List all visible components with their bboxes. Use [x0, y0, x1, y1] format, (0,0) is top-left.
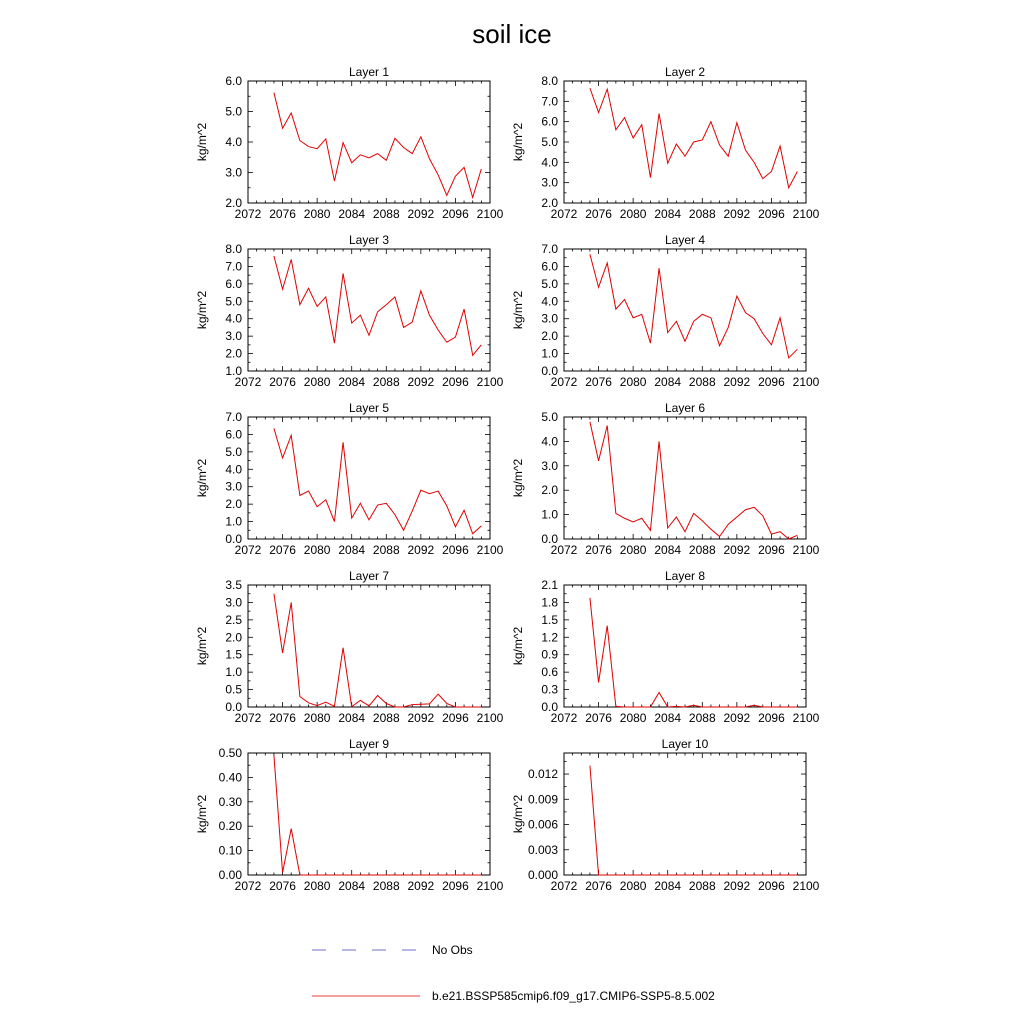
y-tick-label: 3.0	[541, 175, 558, 190]
x-tick-label: 2088	[688, 207, 716, 221]
panel-title: Layer 5	[348, 401, 390, 415]
y-tick-label: 0.003	[527, 842, 558, 857]
x-tick-label: 2080	[619, 375, 647, 389]
x-tick-label: 2076	[269, 711, 296, 725]
y-axis-label: kg/m^2	[195, 122, 209, 162]
y-tick-label: 7.0	[225, 259, 242, 274]
y-tick-label: 5.0	[541, 135, 558, 149]
y-tick-label: 4.0	[225, 311, 242, 326]
y-tick-label: 0.0	[541, 532, 558, 546]
y-tick-label: 4.0	[541, 294, 558, 309]
panel-title: Layer 3	[348, 233, 390, 247]
x-tick-label: 2100	[792, 543, 820, 557]
y-tick-label: 3.0	[225, 479, 242, 494]
y-tick-label: 2.5	[225, 612, 242, 627]
y-tick-label: 2.0	[541, 196, 558, 210]
panel-title: Layer 6	[664, 401, 706, 415]
x-tick-label: 2096	[442, 207, 469, 221]
series-line-1	[274, 594, 481, 707]
figure-title: soil ice	[472, 19, 552, 49]
y-tick-label: 2.0	[225, 630, 242, 645]
y-tick-label: 5.0	[225, 444, 242, 459]
series-line-1	[590, 422, 797, 539]
panel-layer-1	[195, 65, 504, 221]
y-tick-label: 7.0	[541, 242, 558, 256]
y-tick-label: 1.2	[541, 630, 558, 645]
series-line-1	[590, 766, 797, 875]
y-tick-label: 4.0	[225, 462, 242, 477]
x-tick-label: 2076	[585, 543, 612, 557]
plot-frame	[564, 417, 806, 539]
x-tick-label: 2084	[654, 375, 682, 389]
x-tick-label: 2092	[723, 207, 751, 221]
x-tick-label: 2072	[234, 879, 262, 893]
panel-title: Layer 9	[348, 737, 390, 751]
y-axis-label: kg/m^2	[195, 458, 209, 498]
panel-layer-3	[195, 233, 504, 389]
x-tick-label: 2084	[338, 543, 366, 557]
y-tick-label: 1.0	[225, 514, 242, 529]
x-tick-label: 2088	[372, 711, 400, 725]
x-tick-label: 2072	[550, 879, 578, 893]
y-tick-label: 4.0	[541, 155, 558, 170]
x-tick-label: 2100	[476, 207, 504, 221]
x-tick-label: 2100	[792, 711, 820, 725]
y-tick-label: 5.0	[225, 104, 242, 119]
y-axis-label: kg/m^2	[511, 626, 525, 666]
x-tick-label: 2096	[758, 375, 785, 389]
x-tick-label: 2088	[372, 375, 400, 389]
x-tick-label: 2100	[476, 711, 504, 725]
x-tick-label: 2100	[476, 375, 504, 389]
y-axis-label: kg/m^2	[511, 794, 525, 834]
plot-frame	[248, 585, 490, 707]
x-tick-label: 2096	[442, 711, 469, 725]
x-tick-label: 2080	[619, 543, 647, 557]
x-tick-label: 2096	[442, 543, 469, 557]
plot-frame	[564, 249, 806, 371]
y-tick-label: 0.5	[225, 682, 242, 697]
x-tick-label: 2088	[372, 207, 400, 221]
x-tick-label: 2092	[723, 543, 751, 557]
plot-frame	[248, 81, 490, 203]
y-tick-label: 0.009	[527, 792, 558, 807]
x-tick-label: 2096	[758, 543, 785, 557]
y-tick-label: 0.6	[541, 665, 558, 680]
y-tick-label: 3.5	[225, 578, 242, 592]
x-tick-label: 2092	[407, 711, 435, 725]
x-tick-label: 2100	[792, 879, 820, 893]
y-tick-label: 8.0	[225, 242, 242, 256]
y-axis-label: kg/m^2	[511, 122, 525, 162]
panel-title: Layer 4	[664, 233, 706, 247]
y-tick-label: 6.0	[225, 74, 242, 88]
x-tick-label: 2084	[654, 711, 682, 725]
panels	[195, 65, 820, 893]
y-tick-label: 2.0	[541, 483, 558, 498]
x-tick-label: 2088	[688, 711, 716, 725]
plot-frame	[248, 753, 490, 875]
y-tick-label: 5.0	[541, 276, 558, 291]
series-line-1	[590, 88, 797, 188]
x-tick-label: 2072	[550, 711, 578, 725]
y-tick-label: 3.0	[225, 595, 242, 610]
y-tick-label: 3.0	[225, 165, 242, 180]
x-tick-label: 2080	[303, 207, 331, 221]
y-tick-label: 0.0	[225, 532, 242, 546]
panel-layer-9	[195, 737, 504, 893]
x-tick-label: 2080	[619, 879, 647, 893]
x-tick-label: 2088	[688, 375, 716, 389]
y-tick-label: 0.3	[541, 682, 558, 697]
series-line-1	[274, 256, 481, 355]
y-axis-label: kg/m^2	[195, 794, 209, 834]
x-tick-label: 2088	[688, 879, 716, 893]
x-tick-label: 2092	[407, 879, 435, 893]
x-tick-label: 2080	[303, 375, 331, 389]
y-tick-label: 5.0	[541, 410, 558, 424]
x-tick-label: 2072	[550, 375, 578, 389]
x-tick-label: 2084	[654, 207, 682, 221]
y-tick-label: 0.20	[218, 819, 242, 834]
x-tick-label: 2096	[442, 375, 469, 389]
y-tick-label: 0.0	[225, 700, 242, 714]
y-tick-label: 1.0	[541, 346, 558, 361]
y-tick-label: 1.5	[541, 612, 558, 627]
y-tick-label: 1.5	[225, 647, 242, 662]
y-tick-label: 0.006	[527, 817, 558, 832]
panel-layer-10	[511, 737, 820, 893]
x-tick-label: 2072	[550, 207, 578, 221]
plot-frame	[564, 753, 806, 875]
x-tick-label: 2100	[476, 879, 504, 893]
panel-layer-2	[511, 65, 820, 221]
y-axis-label: kg/m^2	[195, 290, 209, 330]
y-tick-label: 1.0	[225, 364, 242, 378]
y-tick-label: 6.0	[225, 276, 242, 291]
panel-title: Layer 2	[664, 65, 706, 79]
x-tick-label: 2092	[407, 207, 435, 221]
x-tick-label: 2072	[550, 543, 578, 557]
series-line-1	[274, 755, 481, 875]
y-tick-label: 2.0	[541, 329, 558, 344]
y-axis-label: kg/m^2	[195, 626, 209, 666]
y-tick-label: 1.0	[225, 665, 242, 680]
y-tick-label: 3.0	[541, 458, 558, 473]
x-tick-label: 2096	[758, 711, 785, 725]
x-tick-label: 2084	[338, 207, 366, 221]
panel-layer-4	[511, 233, 820, 389]
x-tick-label: 2072	[234, 207, 262, 221]
series-line-1	[590, 254, 797, 358]
y-tick-label: 1.0	[541, 507, 558, 522]
plot-frame	[248, 249, 490, 371]
x-tick-label: 2072	[234, 711, 262, 725]
x-tick-label: 2080	[619, 711, 647, 725]
x-tick-label: 2088	[372, 543, 400, 557]
panel-layer-6	[511, 401, 820, 557]
x-tick-label: 2080	[303, 543, 331, 557]
y-tick-label: 0.30	[218, 794, 242, 809]
y-tick-label: 7.0	[225, 410, 242, 424]
y-tick-label: 0.50	[218, 746, 242, 760]
y-tick-label: 2.0	[225, 196, 242, 210]
y-tick-label: 3.0	[541, 311, 558, 326]
x-tick-label: 2080	[303, 711, 331, 725]
y-tick-label: 2.0	[225, 346, 242, 361]
y-tick-label: 5.0	[225, 294, 242, 309]
x-tick-label: 2084	[338, 711, 366, 725]
x-tick-label: 2092	[407, 543, 435, 557]
x-tick-label: 2084	[654, 879, 682, 893]
x-tick-label: 2092	[723, 375, 751, 389]
y-tick-label: 0.40	[218, 770, 242, 785]
x-tick-label: 2076	[585, 207, 612, 221]
x-tick-label: 2096	[758, 879, 785, 893]
x-tick-label: 2076	[585, 879, 612, 893]
x-tick-label: 2100	[476, 543, 504, 557]
y-tick-label: 4.0	[225, 135, 242, 149]
panel-layer-8	[511, 569, 820, 725]
x-tick-label: 2096	[442, 879, 469, 893]
y-tick-label: 6.0	[541, 114, 558, 129]
x-tick-label: 2084	[338, 375, 366, 389]
y-axis-label: kg/m^2	[511, 290, 525, 330]
x-tick-label: 2080	[619, 207, 647, 221]
y-tick-label: 0.0	[541, 700, 558, 714]
legend-label-model-run: b.e21.BSSP585cmip6.f09_g17.CMIP6-SSP5-8.5.002	[432, 989, 715, 1003]
x-tick-label: 2080	[303, 879, 331, 893]
x-tick-label: 2076	[585, 375, 612, 389]
x-tick-label: 2076	[269, 375, 296, 389]
series-line-1	[274, 428, 481, 533]
y-tick-label: 0.000	[527, 868, 558, 882]
y-tick-label: 0.0	[541, 364, 558, 378]
x-tick-label: 2100	[792, 375, 820, 389]
x-tick-label: 2072	[234, 375, 262, 389]
y-tick-label: 1.8	[541, 595, 558, 610]
panel-layer-5	[195, 401, 504, 557]
y-tick-label: 6.0	[541, 259, 558, 274]
plot-frame	[564, 585, 806, 707]
series-line-1	[274, 93, 481, 198]
panel-title: Layer 8	[664, 569, 706, 583]
series-line-1	[590, 598, 797, 707]
y-tick-label: 0.00	[218, 868, 242, 882]
x-tick-label: 2076	[269, 207, 296, 221]
x-tick-label: 2088	[688, 543, 716, 557]
panel-layer-7	[195, 569, 504, 725]
y-tick-label: 8.0	[541, 74, 558, 88]
plot-frame	[564, 81, 806, 203]
y-axis-label: kg/m^2	[511, 458, 525, 498]
x-tick-label: 2076	[269, 543, 296, 557]
panel-title: Layer 10	[661, 737, 709, 751]
x-tick-label: 2084	[338, 879, 366, 893]
y-tick-label: 0.012	[527, 767, 558, 782]
x-tick-label: 2088	[372, 879, 400, 893]
x-tick-label: 2092	[723, 711, 751, 725]
x-tick-label: 2092	[407, 375, 435, 389]
y-tick-label: 6.0	[225, 427, 242, 442]
y-tick-label: 7.0	[541, 94, 558, 109]
y-tick-label: 0.10	[218, 843, 242, 858]
y-tick-label: 3.0	[225, 329, 242, 344]
y-tick-label: 4.0	[541, 434, 558, 449]
x-tick-label: 2100	[792, 207, 820, 221]
legend	[312, 943, 715, 1003]
x-tick-label: 2092	[723, 879, 751, 893]
x-tick-label: 2084	[654, 543, 682, 557]
panel-title: Layer 1	[348, 65, 390, 79]
x-tick-label: 2072	[234, 543, 262, 557]
y-tick-label: 0.9	[541, 647, 558, 662]
x-tick-label: 2076	[269, 879, 296, 893]
x-tick-label: 2096	[758, 207, 785, 221]
x-tick-label: 2076	[585, 711, 612, 725]
y-tick-label: 2.0	[225, 497, 242, 512]
y-tick-label: 2.1	[541, 578, 558, 592]
panel-title: Layer 7	[348, 569, 390, 583]
legend-label-no-obs: No Obs	[432, 943, 473, 957]
